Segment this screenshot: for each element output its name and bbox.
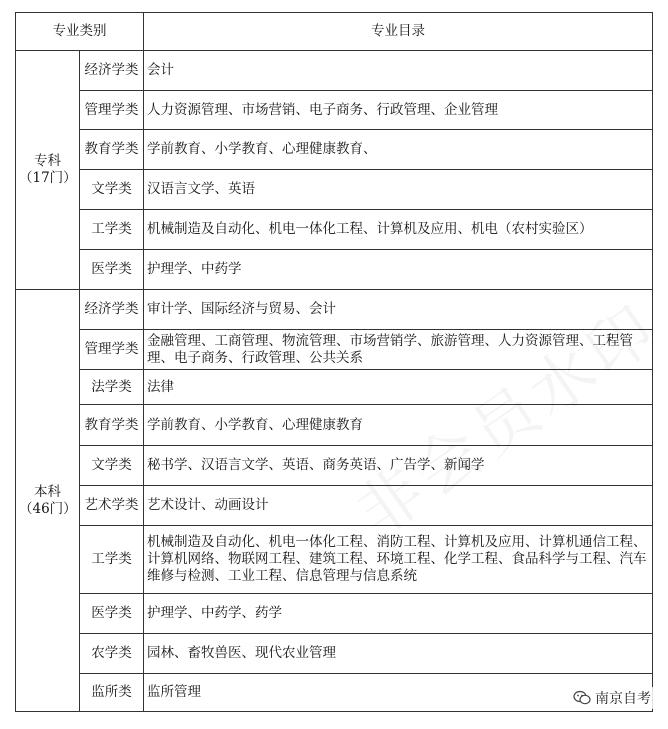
table-row	[16, 91, 653, 130]
category-cell: 文学类	[80, 170, 144, 210]
category-cell: 艺术学类	[80, 486, 144, 526]
table-row	[16, 594, 653, 634]
majors-cell: 机械制造及自动化、机电一体化工程、计算机及应用、机电（农村实验区）	[144, 210, 653, 250]
wechat-account-badge	[570, 687, 654, 709]
majors-cell: 园林、畜牧兽医、现代农业管理	[144, 634, 653, 674]
table-row	[16, 250, 653, 290]
category-cell: 经济学类	[80, 51, 144, 91]
category-cell: 经济学类	[80, 290, 144, 330]
level-name: 专科	[34, 153, 61, 169]
category-cell: 工学类	[80, 526, 144, 594]
table-row	[16, 290, 653, 330]
table-row	[16, 130, 653, 170]
category-cell: 教育学类	[80, 405, 144, 446]
table-row	[16, 446, 653, 486]
category-cell: 医学类	[80, 594, 144, 634]
table-row	[16, 486, 653, 526]
majors-cell: 监所管理	[144, 674, 653, 712]
majors-cell: 人力资源管理、市场营销、电子商务、行政管理、企业管理	[144, 91, 653, 130]
major-catalog-table	[15, 12, 653, 712]
majors-cell: 秘书学、汉语言文学、英语、商务英语、广告学、新闻学	[144, 446, 653, 486]
majors-cell: 汉语言文学、英语	[144, 170, 653, 210]
majors-cell: 护理学、中药学、药学	[144, 594, 653, 634]
level-count: （17门）	[19, 170, 77, 186]
level-name: 本科	[34, 483, 61, 500]
category-cell: 教育学类	[80, 130, 144, 170]
header-catalog: 专业目录	[144, 13, 653, 51]
header-category: 专业类别	[16, 13, 144, 51]
category-cell: 医学类	[80, 250, 144, 290]
majors-cell: 法律	[144, 370, 653, 405]
table-header-row	[16, 13, 653, 51]
majors-cell: 艺术设计、动画设计	[144, 486, 653, 526]
table-row	[16, 330, 653, 370]
table-row	[16, 210, 653, 250]
majors-cell: 金融管理、工商管理、物流管理、市场营销学、旅游管理、人力资源管理、工程管理、电子商务、行政管理、公共关系	[144, 330, 653, 370]
category-cell: 监所类	[80, 674, 144, 712]
wechat-icon	[573, 690, 591, 706]
category-cell: 法学类	[80, 370, 144, 405]
category-cell: 文学类	[80, 446, 144, 486]
majors-cell: 机械制造及自动化、机电一体化工程、消防工程、计算机及应用、计算机通信工程、计算机网络、物联网工程、建筑工程、环境工程、化学工程、食品科学与工程、汽车维修与检测、工业工程、信息管理与信息系统	[144, 526, 653, 594]
table-row	[16, 51, 653, 91]
table-row	[16, 370, 653, 405]
majors-cell: 学前教育、小学教育、心理健康教育、	[144, 130, 653, 170]
level-cell-undergrad	[16, 290, 80, 712]
account-name: 南京自考	[595, 691, 651, 707]
majors-cell: 护理学、中药学	[144, 250, 653, 290]
category-cell: 管理学类	[80, 91, 144, 130]
majors-cell: 审计学、国际经济与贸易、会计	[144, 290, 653, 330]
level-cell-junior	[16, 51, 80, 290]
category-cell: 工学类	[80, 210, 144, 250]
table-row	[16, 674, 653, 712]
category-cell: 管理学类	[80, 330, 144, 370]
category-cell: 农学类	[80, 634, 144, 674]
table-row	[16, 526, 653, 594]
majors-cell: 会计	[144, 51, 653, 91]
table-row	[16, 634, 653, 674]
level-count: （46门）	[19, 500, 77, 517]
table-row	[16, 170, 653, 210]
majors-cell: 学前教育、小学教育、心理健康教育	[144, 405, 653, 446]
table-row	[16, 405, 653, 446]
